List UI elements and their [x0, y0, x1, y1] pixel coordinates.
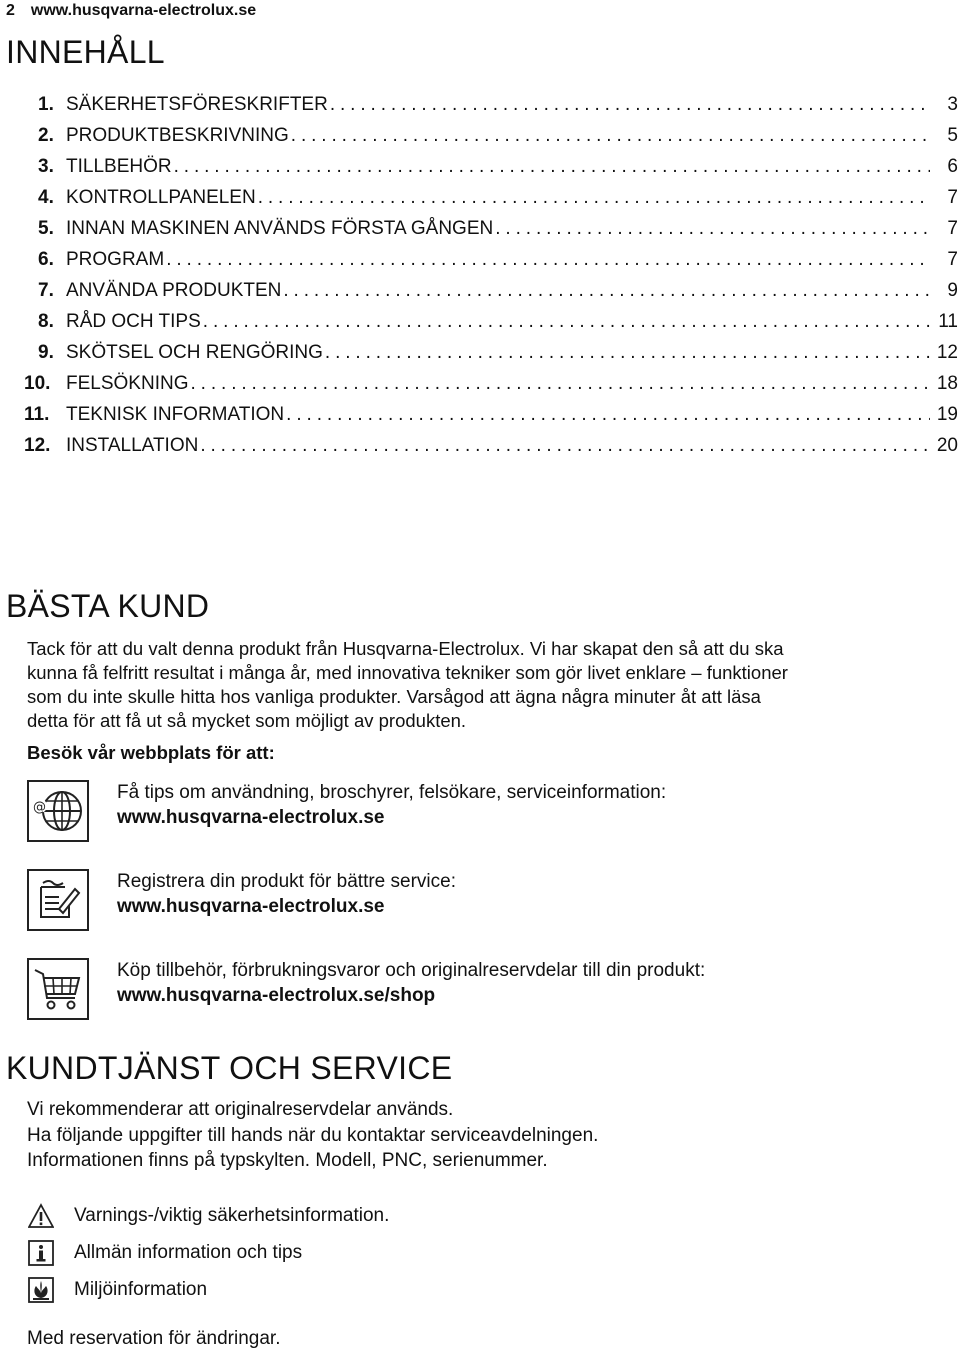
page-header	[6, 0, 256, 22]
toc-item[interactable]: 4. KONTROLLPANELEN ..... 7	[38, 187, 958, 218]
info-icon	[28, 1240, 54, 1266]
svg-text:@: @	[33, 800, 46, 815]
toc-item[interactable]: 5. INNAN MASKINEN ANVÄNDS FÖRSTA GÅNGEN ..... 7	[38, 218, 958, 249]
service-title: KUNDTJÄNST OCH SERVICE	[6, 1050, 453, 1086]
toc-item[interactable]: 6. PROGRAM ..... 7	[38, 249, 958, 280]
page-number: 2	[6, 2, 15, 19]
cart-icon	[27, 958, 89, 1020]
tip-item: Köp tillbehör, förbrukningsvaror och originalreservdelar till din produkt: www.husqvarna-electrolux.se/shop	[27, 958, 89, 1020]
toc-item[interactable]: 1. SÄKERHETSFÖRESKRIFTER ..... 3	[38, 94, 958, 125]
tip-item: @ Få tips om användning, broschyrer, felsökare, serviceinformation: www.husqvarna-electrolux.se	[27, 780, 89, 842]
legend-item: Miljöinformation	[28, 1277, 207, 1303]
toc-item[interactable]: 2. PRODUKTBESKRIVNING ..... 5	[38, 125, 958, 156]
leader-dots	[258, 187, 930, 209]
welcome-text: Tack för att du valt denna produkt från Husqvarna-Electrolux. Vi har skapat den så att du ska kunna få felfritt resultat i många år, med innovativa tekniker som gör livet enklare – funktioner som du inte skulle hitta hos vanliga produkter. Varsågod att ägna några minuter åt att läsa detta för att få ut så mycket som möjligt av produkten.	[27, 638, 788, 731]
service-text: Vi rekommenderar att originalreservdelar används. Ha följande uppgifter till hands när du kontaktar serviceavdelningen. Informationen finns på typskylten. Modell, PNC, serienummer.	[27, 1099, 599, 1171]
toc-item[interactable]: 8. RÅD OCH TIPS ..... 11	[38, 311, 958, 342]
globe-icon	[27, 780, 89, 842]
toc-item[interactable]: 11. TEKNISK INFORMATION ..... 19	[24, 404, 958, 435]
toc-item[interactable]: 9. SKÖTSEL OCH RENGÖRING ..... 12	[38, 342, 958, 373]
legend-item: Allmän information och tips	[28, 1240, 302, 1266]
website-link[interactable]: www.husqvarna-electrolux.se	[117, 896, 385, 917]
leader-dots	[325, 342, 930, 364]
header-url[interactable]: www.husqvarna-electrolux.se	[30, 2, 257, 19]
toc-title: INNEHÅLL	[6, 34, 165, 70]
warning-icon	[28, 1203, 54, 1229]
leader-dots	[291, 125, 930, 147]
visit-heading: Besök vår webbplats för att:	[27, 742, 275, 763]
environment-icon	[28, 1277, 54, 1303]
footer-note: Med reservation för ändringar.	[27, 1328, 281, 1349]
toc-item[interactable]: 12. INSTALLATION ..... 20	[24, 435, 958, 466]
table-of-contents	[24, 94, 958, 466]
tip-item: Registrera din produkt för bättre service: www.husqvarna-electrolux.se	[27, 869, 89, 931]
leader-dots	[330, 94, 930, 116]
leader-dots	[174, 156, 930, 178]
leader-dots	[166, 249, 930, 271]
leader-dots	[283, 280, 930, 302]
leader-dots	[495, 218, 930, 240]
legend-item: Varnings-/viktig säkerhetsinformation.	[28, 1203, 389, 1229]
toc-item[interactable]: 10. FELSÖKNING ..... 18	[24, 373, 958, 404]
website-link[interactable]: www.husqvarna-electrolux.se	[117, 807, 385, 828]
welcome-title: BÄSTA KUND	[6, 588, 210, 624]
leader-dots	[286, 404, 930, 426]
toc-item[interactable]: 3. TILLBEHÖR ..... 6	[38, 156, 958, 187]
leader-dots	[203, 311, 930, 333]
shop-link[interactable]: www.husqvarna-electrolux.se/shop	[117, 985, 436, 1006]
register-icon	[27, 869, 89, 931]
leader-dots	[190, 373, 930, 395]
leader-dots	[200, 435, 930, 457]
toc-item[interactable]: 7. ANVÄNDA PRODUKTEN ..... 9	[38, 280, 958, 311]
